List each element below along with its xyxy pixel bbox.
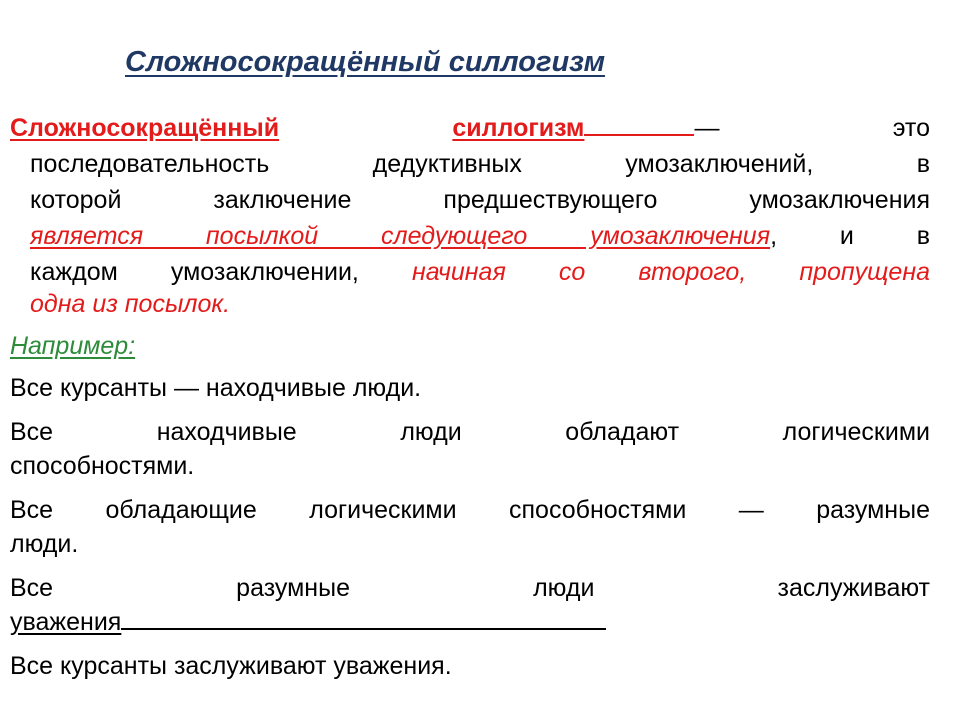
definition-term-word-1: Сложносокращённый xyxy=(10,114,280,142)
example-premise-3b: люди. xyxy=(10,530,79,558)
example-premise-3a: Все обладающие логическими способностями — разумные xyxy=(10,496,930,524)
example-premise-4b-text: уважения xyxy=(10,608,122,636)
definition-line-5 xyxy=(10,254,930,290)
example-premise-2b: способностями. xyxy=(10,452,195,480)
definition-line-6 xyxy=(10,286,930,322)
term-underline-gap xyxy=(584,134,694,136)
definition-line-3: которой заключение предшествующего умозаключения xyxy=(30,186,930,214)
definition-l5-red: начиная со второго, пропущена xyxy=(411,258,930,286)
definition-red-phrase: является посылкой следующего умозаключения xyxy=(30,222,771,250)
conclusion-separator-line xyxy=(121,628,606,630)
example-premise-4a: Все разумные люди заслуживают xyxy=(10,574,930,602)
definition-l4-end: , и в xyxy=(770,222,930,250)
definition-l5-black: каждом умозаключении, xyxy=(30,258,412,286)
slide-title: Сложносокращённый силлогизм xyxy=(125,46,606,78)
definition-line-2: последовательность дедуктивных умозаключений, в xyxy=(30,150,930,178)
example-label xyxy=(10,328,930,364)
example-premise-1: Все курсанты — находчивые люди. xyxy=(10,374,422,402)
example-premise-4b xyxy=(10,604,930,640)
example-label-text: Например: xyxy=(10,332,136,360)
definition-l1-end: это xyxy=(892,114,930,142)
definition-line-1 xyxy=(10,110,930,146)
definition-line-4 xyxy=(10,218,930,254)
definition-dash: — xyxy=(694,114,720,142)
definition-l6-red: одна из посылок. xyxy=(30,290,231,318)
definition-term-word-2: силлогизм xyxy=(452,114,585,142)
example-premise-2a: Все находчивые люди обладают логическими xyxy=(10,418,930,446)
example-conclusion: Все курсанты заслуживают уважения. xyxy=(10,652,452,680)
